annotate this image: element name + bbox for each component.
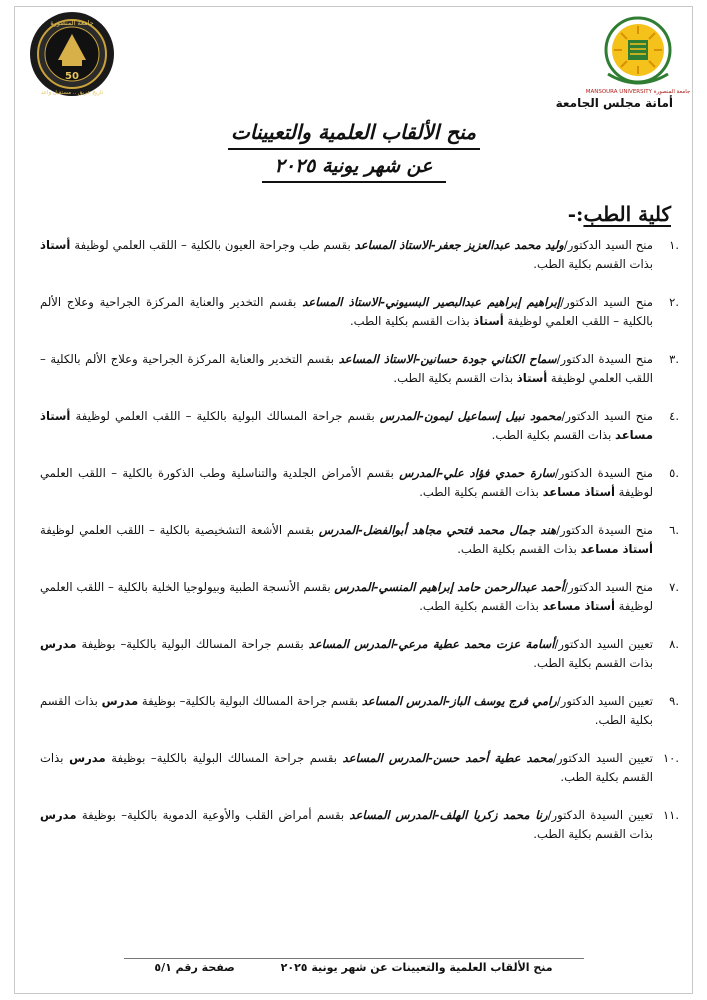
person-name: إبراهيم إبراهيم عبدالبصير البسيوني — [385, 295, 561, 309]
item-suffix: بذات القسم بكلية الطب. — [533, 656, 653, 670]
section-heading — [568, 202, 671, 226]
section-name: كلية الطب — [583, 202, 671, 226]
item-suffix: بذات القسم بكلية الطب. — [40, 694, 653, 727]
item-body: بقسم التخدير والعناية المركزة الجراحية وعلاج الألم بالكلية – اللقب العلمي لوظيفة — [40, 352, 653, 385]
separator: - — [431, 238, 436, 252]
list-item — [40, 350, 679, 388]
current-title: المدرس — [399, 466, 439, 480]
item-suffix: بذات القسم بكلية الطب. — [533, 827, 653, 841]
new-title: أستاذ — [40, 238, 71, 252]
item-number: .٦ — [669, 523, 679, 537]
item-number: .١ — [669, 238, 679, 252]
item-body: بقسم الأشعة التشخيصية بالكلية – اللقب العلمي لوظيفة — [40, 523, 319, 537]
title-underline — [228, 148, 480, 150]
separator: - — [415, 352, 421, 366]
page-subtitle: عن شهر يونية ٢٠٢٥ — [274, 155, 433, 177]
council-label: أمانة مجلس الجامعة — [555, 96, 673, 110]
page-title: منح الألقاب العلمية والتعيينات — [231, 120, 476, 144]
separator: - — [358, 523, 363, 537]
logo-text: MANSOURA UNIVERSITY جامعة المنصورة — [585, 89, 691, 95]
new-title: أستاذ — [516, 371, 548, 385]
item-prefix: منح السيد الدكتور/ — [560, 295, 653, 309]
new-title: أستاذ مساعد — [542, 599, 615, 613]
person-name: سماح الكناني جودة حسانين — [420, 352, 557, 366]
item-prefix: تعيين السيد الدكتور/ — [553, 751, 653, 765]
footer-divider — [124, 958, 584, 959]
page-footer — [0, 961, 707, 974]
person-name: محمود نبيل إسماعيل ليمون — [423, 409, 562, 423]
current-title: الاستاذ المساعد — [338, 352, 416, 366]
current-title: المدرس — [334, 580, 374, 594]
current-title: المدرس المساعد — [342, 751, 429, 765]
list-item — [40, 464, 679, 502]
list-item — [40, 578, 679, 616]
item-prefix: منح السيد الدكتور/ — [561, 409, 653, 423]
item-number: .١٠ — [662, 751, 679, 765]
current-title: المدرس المساعد — [308, 637, 394, 651]
current-title: الاستاذ المساعد — [354, 238, 432, 252]
item-prefix: منح السيدة الدكتور/ — [556, 523, 653, 537]
item-body: بقسم التخدير والعناية المركزة الجراحية وعلاج الألم بالكلية – اللقب العلمي لوظيفة — [40, 295, 653, 328]
item-body: بقسم أمراض القلب والأوعية الدموية بالكلية– بوظيفة — [76, 808, 350, 822]
item-body: بقسم جراحة المسالك البولية بالكلية– بوظيفة — [105, 751, 343, 765]
item-number: .٧ — [669, 580, 679, 594]
subtitle-underline — [262, 181, 446, 183]
item-body: بقسم جراحة المسالك البولية بالكلية– بوظيفة — [138, 694, 362, 708]
item-number: .٩ — [669, 694, 679, 708]
footer-text: منح الألقاب العلمية والتعيينات عن شهر يونية ٢٠٢٥ — [280, 961, 553, 974]
current-title: المدرس المساعد — [361, 694, 446, 708]
logo-top-text: جامعة المنصورة — [50, 19, 94, 27]
item-suffix: بذات القسم بكلية الطب. — [491, 428, 616, 442]
new-title: أستاذ مساعد — [580, 542, 653, 556]
item-body: بقسم جراحة المسالك البولية بالكلية– بوظيفة — [76, 637, 309, 651]
current-title: المدرس المساعد — [349, 808, 435, 822]
new-title: أستاذ مساعد — [542, 485, 615, 499]
list-item — [40, 407, 679, 445]
page-number: صفحة رقم ٥/١ — [154, 961, 235, 974]
new-title: مدرس — [40, 637, 77, 651]
logo-bottom-text: تاريخ عريق .. مستقبل واعد — [40, 90, 104, 96]
separator: - — [419, 409, 424, 423]
new-title: أستاذ مساعد — [40, 409, 653, 442]
item-number: .٤ — [669, 409, 679, 423]
person-name: أحمد عبدالرحمن حامد إبراهيم المنسي — [378, 580, 565, 594]
item-prefix: تعيين السيد الدكتور/ — [556, 694, 653, 708]
item-body: بقسم الأنسجة الطبية وبيولوجيا الخلية بالكلية – اللقب العلمي لوظيفة — [40, 580, 653, 613]
list-item — [40, 293, 679, 331]
item-number: .٨ — [669, 637, 679, 651]
item-number: .١١ — [662, 808, 679, 822]
separator: - — [373, 580, 379, 594]
separator: - — [393, 637, 399, 651]
current-title: المدرس — [379, 409, 420, 423]
separator: - — [445, 694, 451, 708]
current-title: المدرس — [318, 523, 359, 537]
item-prefix: تعيين السيدة الدكتور/ — [547, 808, 654, 822]
item-suffix: بذات القسم بكلية الطب. — [40, 751, 653, 784]
new-title: مدرس — [101, 694, 139, 708]
list-item — [40, 806, 679, 844]
item-number: .٢ — [669, 295, 679, 309]
new-title: أستاذ — [473, 314, 504, 328]
item-suffix: بذات القسم بكلية الطب. — [393, 371, 517, 385]
list-item — [40, 521, 679, 559]
item-number: .٣ — [669, 352, 679, 366]
item-suffix: بذات القسم بكلية الطب. — [349, 314, 474, 328]
separator: - — [438, 466, 444, 480]
item-suffix: بذات القسم بكلية الطب. — [533, 257, 653, 271]
person-name: رامي فرج يوسف الباز — [450, 694, 557, 708]
item-body: بقسم طب وجراحة العيون بالكلية – اللقب العلمي لوظيفة — [70, 238, 355, 252]
person-name: سارة حمدي فؤاد علي — [443, 466, 555, 480]
new-title: مدرس — [40, 808, 77, 822]
list-item — [40, 236, 679, 274]
badge-number: 50 — [65, 71, 79, 82]
item-suffix: بذات القسم بكلية الطب. — [419, 599, 543, 613]
item-prefix: منح السيد الدكتور/ — [563, 238, 653, 252]
item-suffix: بذات القسم بكلية الطب. — [457, 542, 581, 556]
person-name: هند جمال محمد فتحي مجاهد أبوالفضل — [362, 523, 557, 537]
new-title: مدرس — [69, 751, 106, 765]
item-prefix: تعيين السيد الدكتور/ — [554, 637, 653, 651]
item-suffix: بذات القسم بكلية الطب. — [419, 485, 543, 499]
current-title: الاستاذ المساعد — [302, 295, 381, 309]
separator: - — [434, 808, 440, 822]
item-prefix: منح السيدة الدكتور/ — [556, 352, 653, 366]
list-item — [40, 749, 679, 787]
item-prefix: منح السيدة الدكتور/ — [554, 466, 654, 480]
separator: - — [428, 751, 433, 765]
person-name: وليد محمد عبدالعزيز جعفر — [435, 238, 564, 252]
section-suffix: :- — [567, 202, 584, 226]
university-anniversary-logo — [28, 10, 116, 98]
person-name: رنا محمد زكريا الهلف — [439, 808, 548, 822]
list-item — [40, 635, 679, 673]
person-name: محمد عطية أحمد حسن — [432, 751, 554, 765]
person-name: أسامة عزت محمد عطية مرعي — [398, 637, 555, 651]
list-item — [40, 692, 679, 730]
item-prefix: منح السيد الدكتور/ — [564, 580, 653, 594]
item-body: بقسم الأمراض الجلدية والتناسلية وطب الذكورة بالكلية – اللقب العلمي لوظيفة — [40, 466, 653, 499]
separator: - — [380, 295, 386, 309]
item-body: بقسم جراحة المسالك البولية بالكلية – اللقب العلمي لوظيفة — [70, 409, 380, 423]
appointments-list — [40, 236, 679, 863]
item-number: .٥ — [669, 466, 679, 480]
mansoura-university-logo — [585, 14, 691, 96]
